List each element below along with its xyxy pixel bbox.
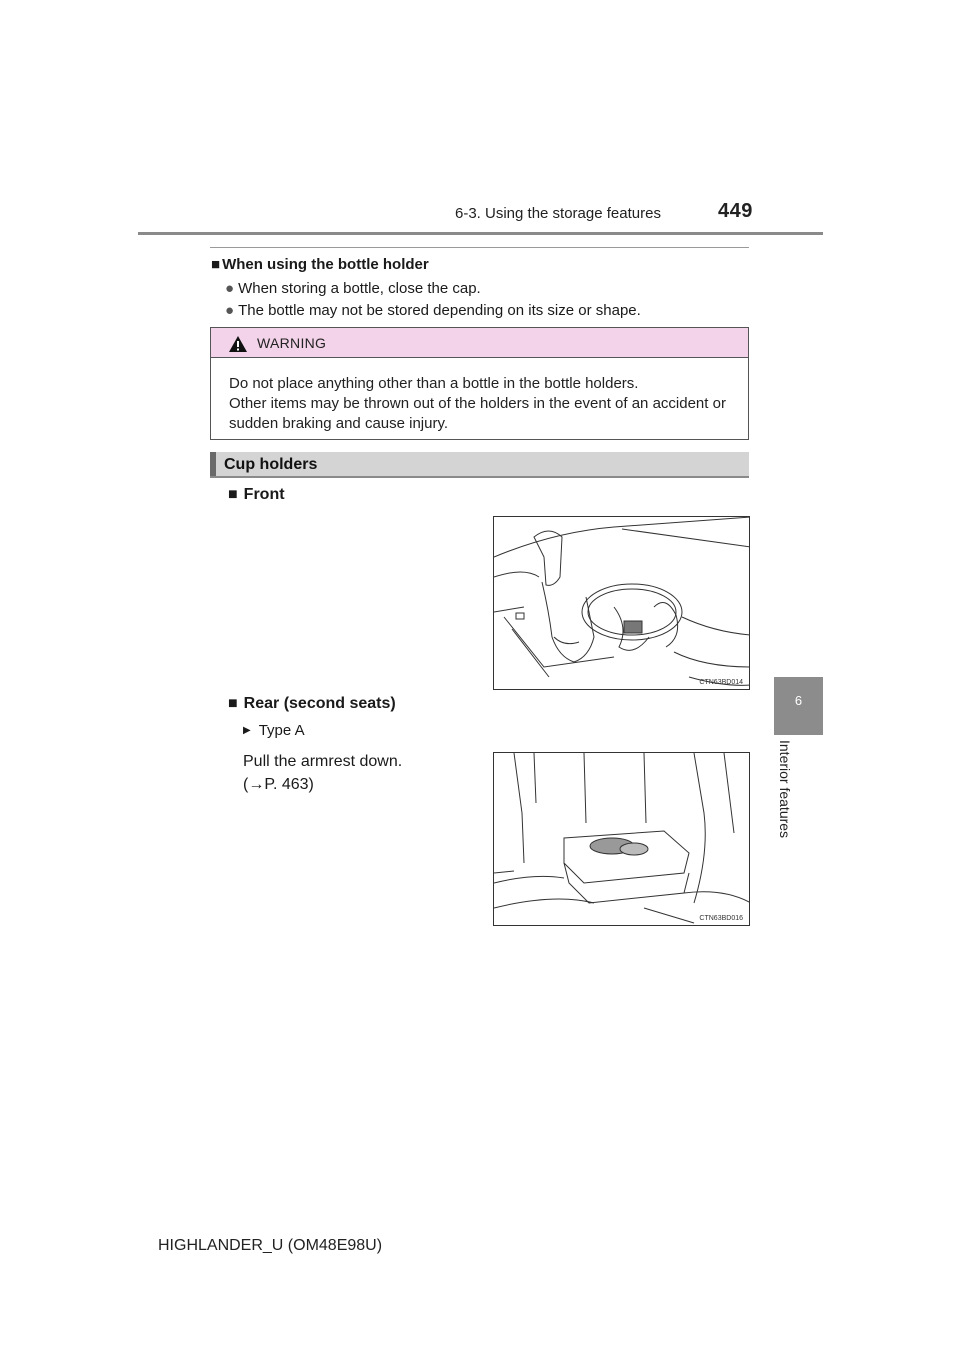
front-cup-holder-illustration	[493, 516, 750, 690]
section-title-bar	[210, 452, 749, 478]
chapter-tab	[774, 677, 823, 735]
bullet-item	[225, 302, 641, 319]
subsection-rule	[210, 247, 749, 248]
bullet-text: When storing a bottle, close the cap.	[238, 280, 481, 297]
square-bullet-icon: ■	[228, 695, 238, 712]
triangle-bullet-icon: ▶	[243, 725, 251, 736]
rear-instructions	[243, 750, 402, 796]
rear-heading-text: Rear (second seats)	[243, 695, 396, 712]
front-heading	[228, 486, 285, 504]
context-heading-text: When using the bottle holder	[222, 256, 429, 273]
warning-line: Do not place anything other than a bottle in the bottle holders.	[229, 375, 639, 392]
bullet-item	[225, 280, 481, 297]
warning-triangle-icon	[228, 335, 248, 353]
warning-text	[229, 374, 741, 434]
rear-heading	[228, 695, 396, 713]
header-rule	[138, 232, 823, 235]
instruction-text: Pull the armrest down.	[243, 753, 403, 770]
front-console-drawing	[494, 517, 750, 690]
section-accent	[210, 452, 216, 476]
round-bullet-icon: ●	[225, 302, 235, 319]
rear-armrest-illustration	[493, 752, 750, 926]
warning-box	[210, 327, 749, 440]
square-bullet-icon: ■	[211, 256, 221, 273]
chapter-number: 6	[794, 693, 803, 708]
rear-seat-drawing	[494, 753, 750, 926]
type-label	[243, 722, 305, 739]
figure-code: CTN63BD014	[699, 679, 743, 686]
chapter-title-vertical	[765, 740, 805, 860]
page-number: 449	[718, 200, 753, 222]
front-heading-text: Front	[243, 486, 285, 503]
figure-code: CTN63BD016	[699, 915, 743, 922]
bullet-text: The bottle may not be stored depending on its size or shape.	[238, 302, 641, 319]
type-label-text: Type A	[258, 722, 305, 739]
warning-title: WARNING	[257, 335, 327, 351]
square-bullet-icon: ■	[228, 486, 238, 503]
page-reference-link[interactable]: (→P. 463)	[243, 776, 314, 793]
context-heading	[211, 256, 429, 273]
section-title: Cup holders	[224, 456, 318, 473]
round-bullet-icon: ●	[225, 280, 235, 297]
chapter-title: Interior features	[777, 740, 793, 839]
footer-model: HIGHLANDER_U (OM48E98U)	[158, 1237, 383, 1254]
running-header-section: 6-3. Using the storage features	[455, 205, 661, 222]
warning-line: sudden braking and cause injury.	[229, 415, 449, 432]
warning-header	[211, 328, 748, 358]
warning-line: Other items may be thrown out of the holders in the event of an accident or	[229, 395, 726, 412]
